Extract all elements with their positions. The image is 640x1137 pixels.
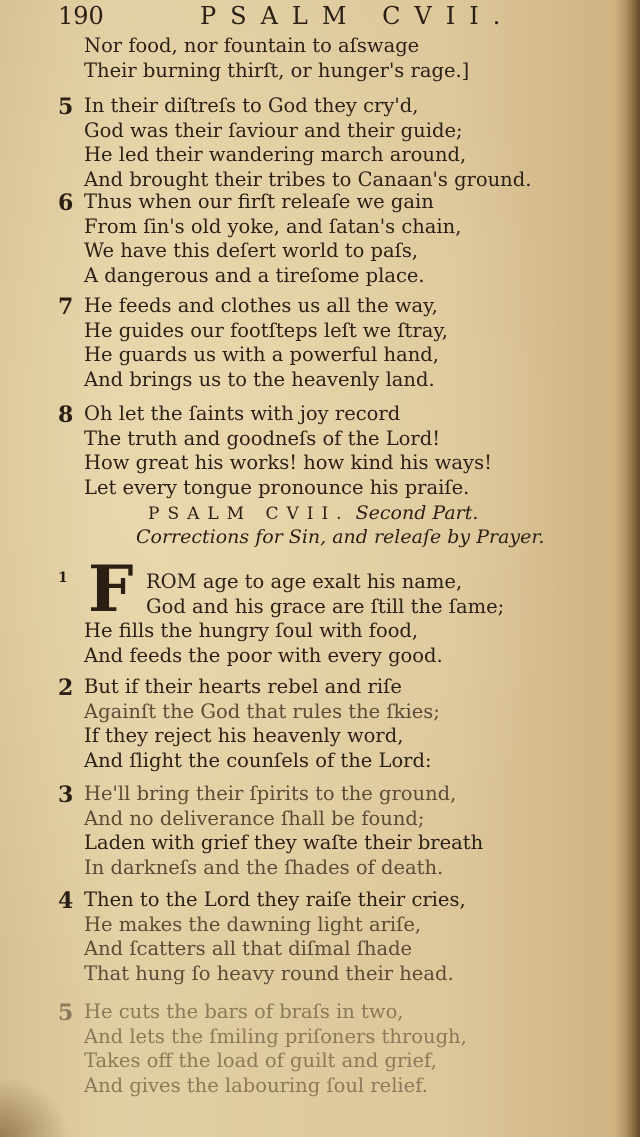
verse-line: Againſt the God that rules the ſkies;	[84, 699, 440, 723]
verse-line: Laden with grief they waſte their breath	[84, 831, 484, 854]
verse-line: He cuts the bars of braſs in two,	[84, 1000, 404, 1023]
drop-cap: F	[88, 552, 134, 627]
verse-line: From ſin's old yoke, and ſatan's chain,	[84, 214, 462, 238]
verse-line: But if their hearts rebel and riſe	[84, 675, 402, 698]
stanza-number: 5	[58, 1000, 74, 1026]
verse-line: He led their wandering march around,	[84, 143, 467, 166]
verse-line: And feeds the poor with every good.	[84, 643, 443, 667]
stanza-number: 7	[58, 294, 74, 320]
verse-line: And ſlight the counſels of the Lord:	[84, 748, 432, 772]
verse-line: In darkneſs and the ſhades of death.	[84, 855, 444, 879]
verse-line: And lets the ſmiling priſoners through,	[84, 1024, 467, 1048]
verse-line: Their burning thirſt, or hunger's rage.]	[84, 58, 470, 82]
verse-line: God and his grace are ſtill the ſame;	[146, 594, 505, 618]
running-head: PSALM CVII.	[200, 2, 515, 30]
verse-line: If they reject his heavenly word,	[84, 724, 404, 747]
verse-line: ROM age to age exalt his name,	[146, 570, 463, 593]
page-stain	[0, 1077, 70, 1137]
stanza-number: 1	[58, 570, 68, 586]
verse-line: Oh let the ſaints with joy record	[84, 402, 401, 425]
verse-line: He fills the hungry ſoul with food,	[84, 619, 419, 642]
stanza-number: 6	[58, 190, 74, 216]
verse-line: He makes the dawning light ariſe,	[84, 912, 422, 936]
verse-line: And brought their tribes to Canaan's ground.	[84, 167, 532, 191]
verse-line: In their diſtreſs to God they cry'd,	[84, 94, 419, 117]
verse-line: Takes off the load of guilt and grief,	[84, 1049, 437, 1072]
verse-line: Let every tongue pronounce his praiſe.	[84, 475, 470, 499]
stanza-number: 2	[58, 675, 74, 701]
verse-line: And gives the labouring ſoul relief.	[84, 1073, 428, 1097]
page-header	[50, 2, 570, 32]
section-title	[148, 502, 478, 524]
stanza-number: 8	[58, 402, 74, 428]
page-edge-shadow	[626, 0, 640, 1137]
verse-line: And ſcatters all that diſmal ſhade	[84, 937, 413, 960]
verse-line: He guards us with a powerful hand,	[84, 343, 439, 366]
section-title-caps: PSALM CVII.	[148, 504, 350, 524]
verse-line: Thus when our firſt releaſe we gain	[84, 190, 434, 213]
verse-line: God was their ſaviour and their guide;	[84, 118, 463, 142]
verse-line: He'll bring their ſpirits to the ground,	[84, 782, 457, 805]
verse-line: We have this deſert world to paſs,	[84, 239, 419, 262]
verse-line: Nor food, nor fountain to aſswage	[84, 34, 420, 57]
verse-line: And no deliverance ſhall be found;	[84, 806, 425, 830]
verse-line: He guides our footſteps leſt we ſtray,	[84, 318, 448, 342]
verse-line: A dangerous and a tireſome place.	[84, 263, 425, 287]
page-number: 190	[58, 2, 104, 30]
section-title-italic: Second Part.	[355, 502, 479, 524]
stanza-number: 4	[58, 888, 74, 914]
verse-line: How great his works! how kind his ways!	[84, 451, 492, 474]
verse-line: He feeds and clothes us all the way,	[84, 294, 438, 317]
verse-line: And brings us to the heavenly land.	[84, 367, 435, 391]
verse-line: That hung ſo heavy round their head.	[84, 961, 454, 985]
verse-line: Then to the Lord they raiſe their cries,	[84, 888, 466, 911]
section-description: Corrections for Sin, and releaſe by Prayer.	[136, 526, 545, 548]
stanza-number: 3	[58, 782, 74, 808]
stanza-number: 5	[58, 94, 74, 120]
verse-line: The truth and goodneſs of the Lord!	[84, 426, 441, 450]
